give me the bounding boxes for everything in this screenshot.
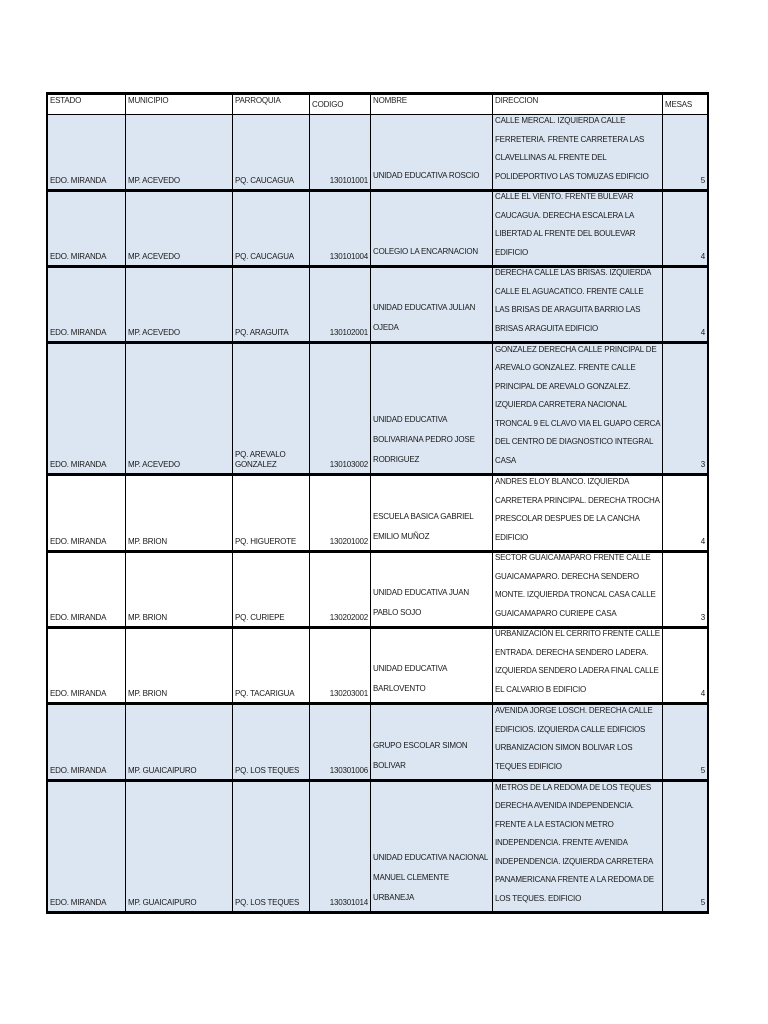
cell-nombre[interactable] [371, 553, 493, 626]
cell-estado[interactable]: EDO. MIRANDA [48, 344, 126, 473]
header-parroquia[interactable]: PARROQUIA [233, 95, 310, 114]
direccion-text: CALLE EL VIENTO. FRENTE BULEVAR CAUCAGUA. DERECHA ESCALERA LA LIBERTAD AL FRENTE DEL BOULEVAR EDIFICIO [495, 192, 636, 257]
cell-parroquia[interactable]: PQ. CAUCAGUA [233, 115, 310, 189]
direccion-text: ANDRES ELOY BLANCO. IZQUIERDA CARRETERA PRINCIPAL. DERECHA TROCHA PRESCOLAR DESPUES DE LA CANCHA EDIFICIO [495, 477, 660, 542]
cell-direccion[interactable] [493, 705, 663, 779]
cell-codigo[interactable]: 130103002 [310, 344, 371, 473]
direccion-text: URBANIZACIÓN EL CERRITO FRENTE CALLE ENTRADA. DERECHA SENDERO LADERA. IZQUIERDA SENDERO LADERA FINAL CALLE EL CALVARIO B EDIFICIO [495, 629, 660, 694]
header-nombre[interactable]: NOMBRE [371, 95, 493, 114]
spreadsheet-table [46, 92, 709, 914]
table-row [48, 782, 707, 914]
nombre-text: ESCUELA BASICA GABRIEL EMILIO MUÑOZ [373, 512, 474, 541]
direccion-text: AVENIDA JORGE LOSCH. DERECHA CALLE EDIFICIOS. IZQUIERDA CALLE EDIFICIOS URBANIZACION SIMON BOLIVAR LOS TEQUES EDIFICIO [495, 706, 653, 771]
cell-direccion[interactable] [493, 344, 663, 473]
header-estado[interactable]: ESTADO [48, 95, 126, 114]
cell-mesas[interactable]: 4 [663, 192, 707, 265]
table-row [48, 115, 707, 192]
cell-municipio[interactable]: MP. ACEVEDO [126, 344, 233, 473]
nombre-text: UNIDAD EDUCATIVA ROSCIO [373, 171, 480, 180]
cell-direccion[interactable] [493, 782, 663, 911]
cell-estado[interactable]: EDO. MIRANDA [48, 782, 126, 911]
cell-codigo[interactable]: 130301014 [310, 782, 371, 911]
cell-parroquia[interactable]: PQ. CAUCAGUA [233, 192, 310, 265]
cell-mesas[interactable]: 4 [700, 689, 705, 698]
cell-parroquia[interactable]: PQ. TACARIGUA [233, 629, 310, 702]
cell-parroquia[interactable]: PQ. LOS TEQUES [233, 782, 310, 911]
nombre-text: UNIDAD EDUCATIVA JULIAN OJEDA [373, 303, 476, 332]
cell-municipio[interactable]: MP. ACEVEDO [126, 268, 233, 341]
cell-codigo[interactable]: 130202002 [310, 553, 371, 626]
cell-codigo[interactable]: 130102001 [310, 268, 371, 341]
cell-nombre[interactable] [371, 344, 493, 473]
cell-nombre[interactable] [371, 629, 493, 702]
cell-codigo[interactable]: 130203001 [310, 629, 371, 702]
nombre-text: COLEGIO LA ENCARNACION [373, 247, 478, 256]
cell-direccion[interactable] [493, 192, 663, 265]
header-direccion[interactable]: DIRECCION [493, 95, 663, 114]
cell-codigo[interactable]: 130101004 [310, 192, 371, 265]
cell-codigo[interactable]: 130201002 [310, 476, 371, 550]
cell-municipio[interactable]: MP. BRION [126, 476, 233, 550]
cell-nombre[interactable] [371, 268, 493, 341]
cell-municipio[interactable]: MP. ACEVEDO [126, 192, 233, 265]
nombre-text: UNIDAD EDUCATIVA NACIONAL MANUEL CLEMENTE URBANEJA [373, 853, 488, 902]
direccion-text: DERECHA CALLE LAS BRISAS. IZQUIERDA CALLE EL AGUACATICO. FRENTE CALLE LAS BRISAS DE ARAGUITA BARRIO LAS BRISAS ARAGUITA EDIFICIO [495, 268, 651, 333]
nombre-text: GRUPO ESCOLAR SIMON BOLIVAR [373, 741, 468, 770]
cell-parroquia[interactable]: PQ. CURIEPE [233, 553, 310, 626]
cell-codigo[interactable]: 130101001 [310, 115, 371, 189]
table-row [48, 476, 707, 553]
cell-estado[interactable]: EDO. MIRANDA [48, 192, 126, 265]
cell-estado[interactable]: EDO. MIRANDA [48, 476, 126, 550]
table-row [48, 192, 707, 268]
cell-mesas[interactable]: 4 [700, 537, 705, 546]
direccion-text: SECTOR GUAICAMAPARO FRENTE CALLE GUAICAMAPARO. DERECHA SENDERO MONTE. IZQUIERDA TRONCAL CASA CALLE GUAICAMAPARO CURIEPE CASA [495, 553, 656, 618]
cell-direccion[interactable] [493, 553, 663, 626]
cell-codigo[interactable]: 130301006 [310, 705, 371, 779]
nombre-text: UNIDAD EDUCATIVA BOLIVARIANA PEDRO JOSE RODRIGUEZ [373, 415, 475, 464]
cell-parroquia[interactable]: PQ. HIGUEROTE [233, 476, 310, 550]
cell-municipio[interactable]: MP. GUAICAIPURO [126, 782, 233, 911]
table-row [48, 344, 707, 476]
cell-direccion[interactable] [493, 115, 663, 189]
cell-nombre[interactable] [371, 476, 493, 550]
cell-estado[interactable]: EDO. MIRANDA [48, 268, 126, 341]
nombre-text: UNIDAD EDUCATIVA JUAN PABLO SOJO [373, 588, 469, 617]
cell-municipio[interactable]: MP. ACEVEDO [126, 115, 233, 189]
cell-municipio[interactable]: MP. GUAICAIPURO [126, 705, 233, 779]
cell-mesas[interactable]: 3 [700, 613, 705, 622]
cell-municipio[interactable]: MP. BRION [126, 553, 233, 626]
cell-estado[interactable]: EDO. MIRANDA [48, 115, 126, 189]
cell-nombre[interactable] [371, 192, 493, 265]
cell-estado[interactable]: EDO. MIRANDA [48, 553, 126, 626]
table-row [48, 705, 707, 782]
cell-parroquia[interactable]: PQ. AREVALO GONZALEZ [233, 344, 310, 473]
cell-nombre[interactable] [371, 115, 493, 189]
cell-mesas[interactable]: 4 [663, 268, 707, 341]
direccion-text: CALLE MERCAL. IZQUIERDA CALLE FERRETERIA. FRENTE CARRETERA LAS CLAVELLINAS AL FRENTE DEL POLIDEPORTIVO LAS TOMUZAS EDIFICIO [495, 116, 649, 181]
cell-direccion[interactable] [493, 629, 663, 702]
cell-nombre[interactable] [371, 782, 493, 911]
direccion-text: METROS DE LA REDOMA DE LOS TEQUES DERECHA AVENIDA INDEPENDENCIA. FRENTE A LA ESTACION METRO INDEPENDENCIA. FRENTE AVENIDA INDEPENDENCIA. IZQUIERDA CARRETERA PANAMERICANA FRENTE A LA REDOMA DE LOS TEQUES. EDIFICIO [495, 782, 654, 903]
cell-mesas[interactable]: 5 [663, 115, 707, 189]
nombre-text: UNIDAD EDUCATIVA BARLOVENTO [373, 664, 447, 693]
cell-mesas[interactable]: 3 [663, 344, 707, 473]
cell-municipio[interactable]: MP. BRION [126, 629, 233, 702]
direccion-text: GONZALEZ DERECHA CALLE PRINCIPAL DE AREVALO GONZALEZ. FRENTE CALLE PRINCIPAL DE AREVALO GONZALEZ. IZQUIERDA CARRETERA NACIONAL TRONCAL 9 EL CLAVO VIA EL GUAPO CERCA DEL CENTRO DE DIAGNOSTICO INTEGRAL CASA [495, 344, 660, 465]
cell-direccion[interactable] [493, 268, 663, 341]
cell-estado[interactable]: EDO. MIRANDA [48, 629, 126, 702]
table-row [48, 268, 707, 344]
cell-parroquia[interactable]: PQ. ARAGUITA [233, 268, 310, 341]
table-row [48, 629, 707, 705]
cell-mesas[interactable]: 5 [663, 705, 707, 779]
cell-parroquia[interactable]: PQ. LOS TEQUES [233, 705, 310, 779]
header-municipio[interactable]: MUNICIPIO [126, 95, 233, 114]
header-mesas[interactable]: MESAS [665, 100, 693, 109]
cell-estado[interactable]: EDO. MIRANDA [48, 705, 126, 779]
header-row [48, 95, 707, 115]
cell-nombre[interactable] [371, 705, 493, 779]
header-codigo[interactable]: CODIGO [310, 95, 371, 114]
cell-mesas[interactable]: 5 [663, 782, 707, 911]
table-row [48, 553, 707, 629]
cell-direccion[interactable] [493, 476, 663, 550]
